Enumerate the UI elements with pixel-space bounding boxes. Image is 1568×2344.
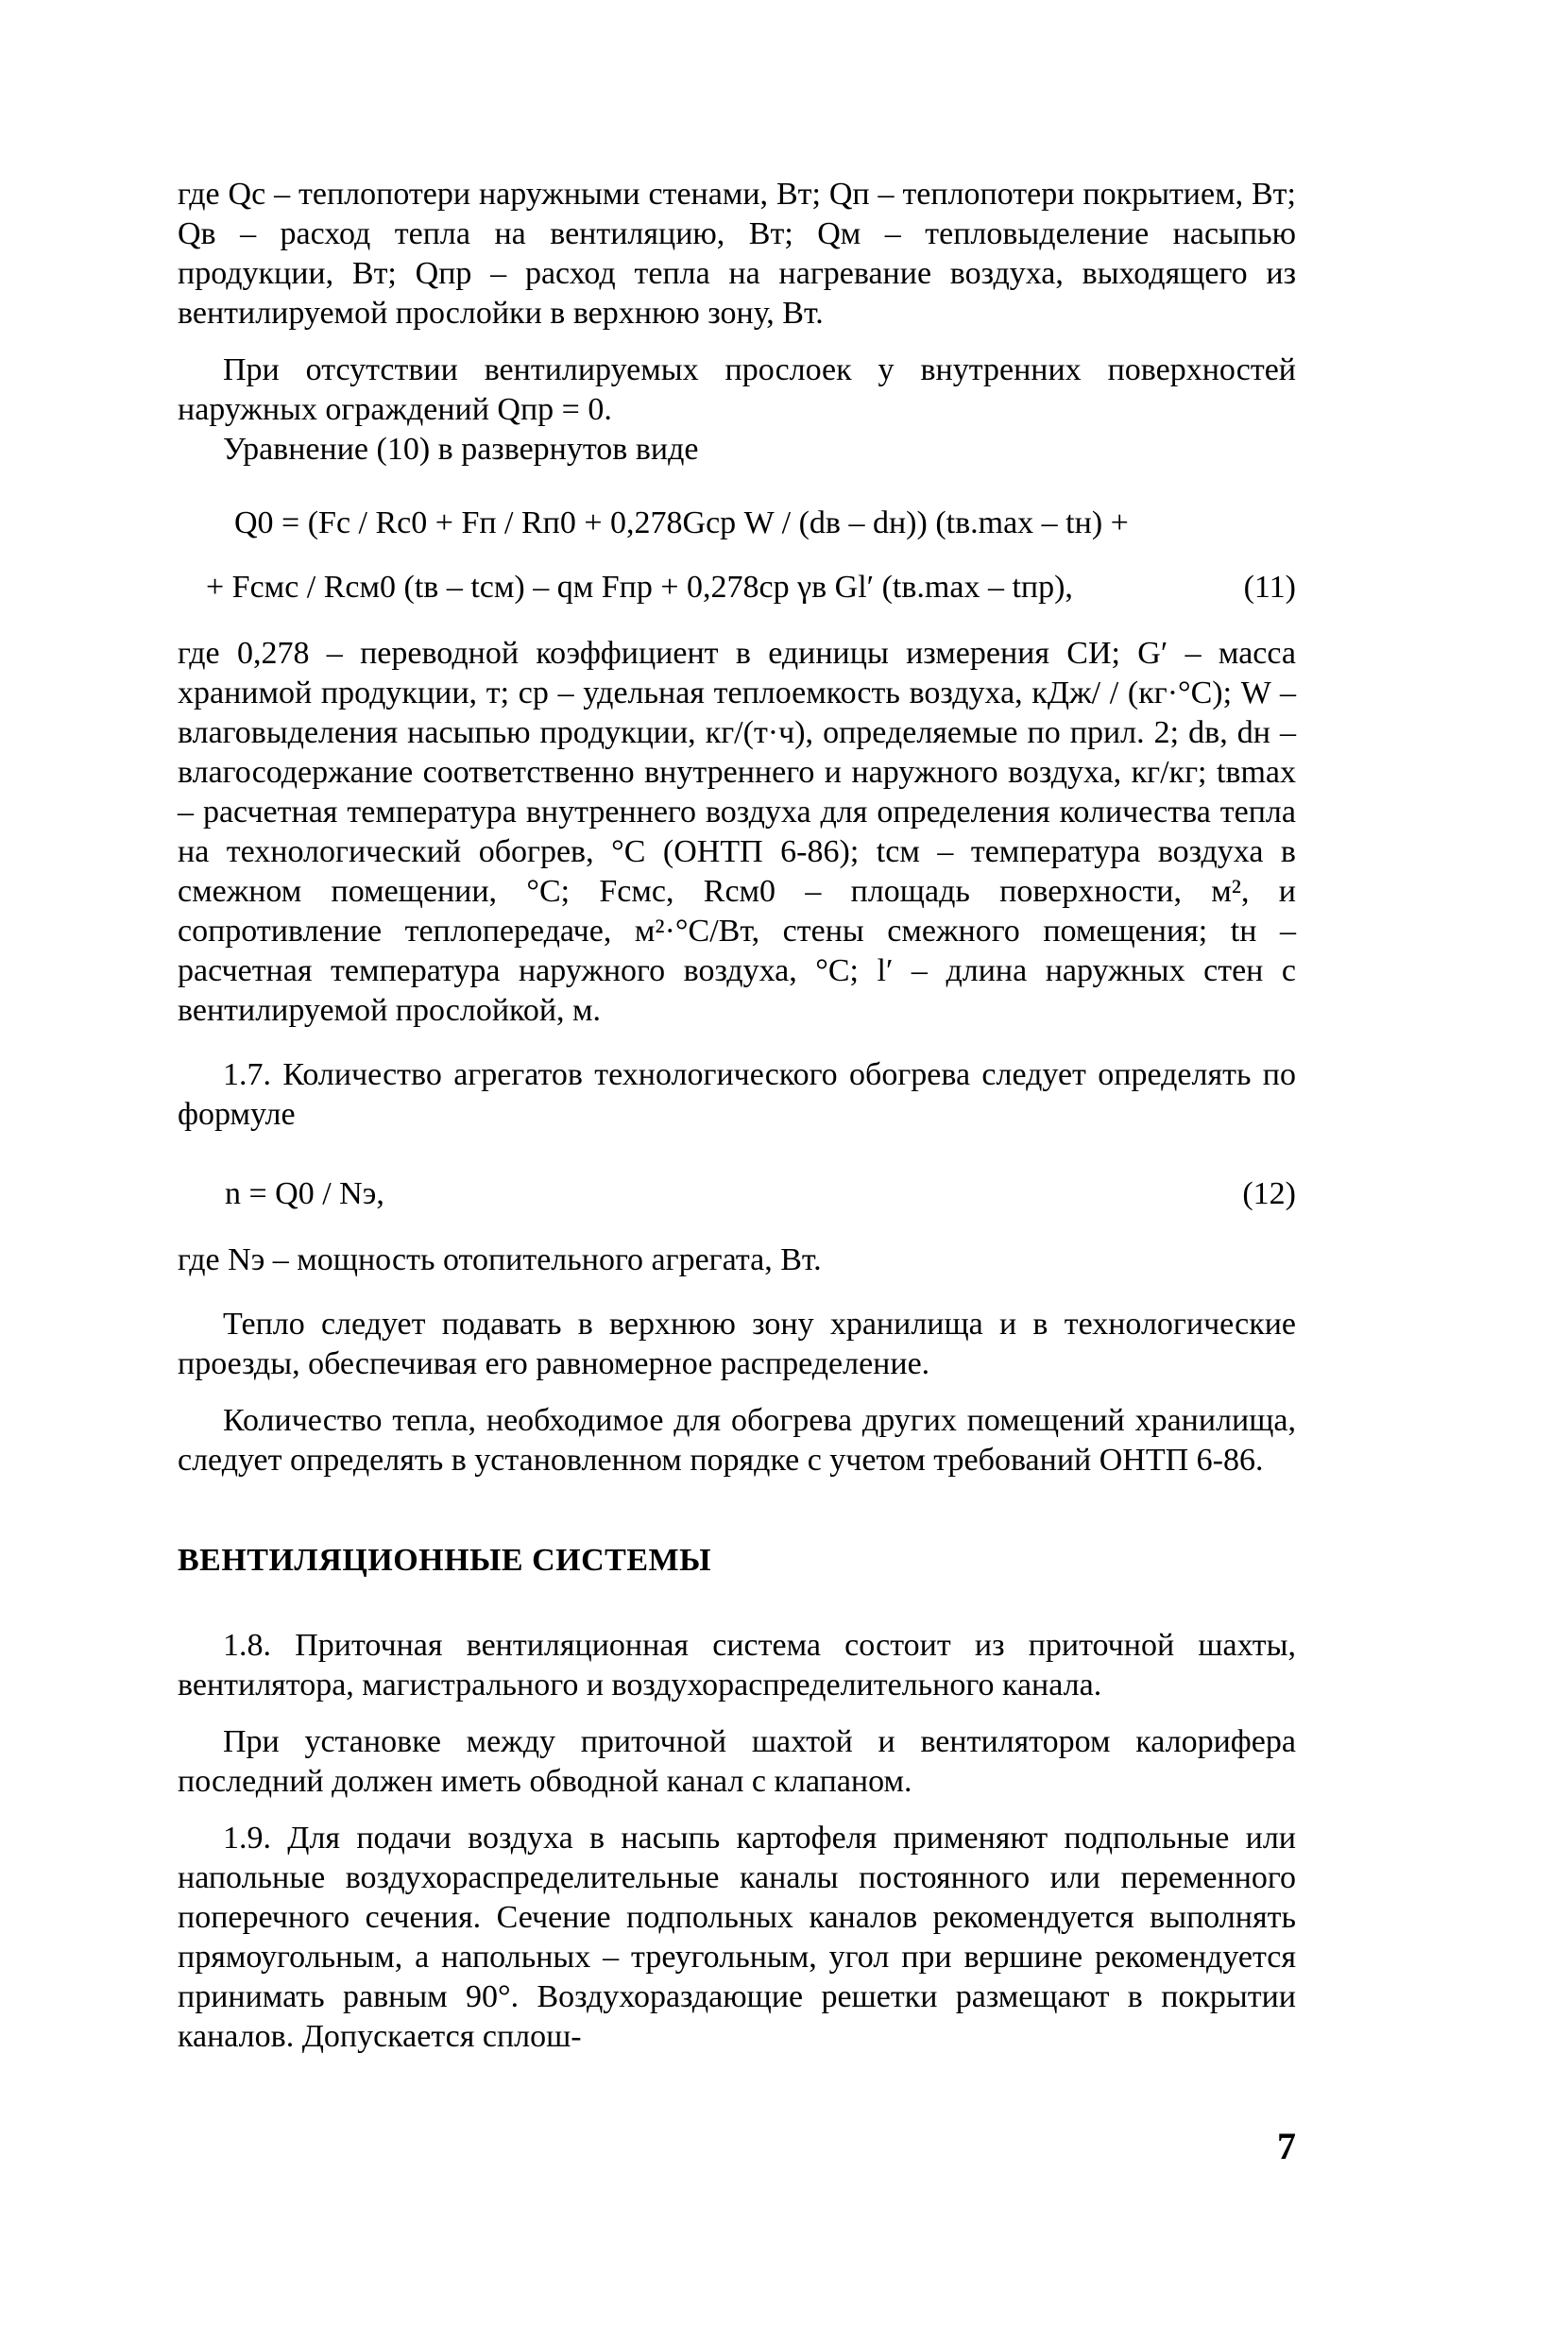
paragraph-1-7: 1.7. Количество агрегатов технологического обогрева следует определять по формуле [178, 1057, 1296, 1132]
equation-12-text: n = Q0 / Nэ, [225, 1176, 384, 1211]
equation-12-number: (12) [1242, 1176, 1296, 1211]
paragraph-1-8: 1.8. Приточная вентиляционная система состоит из приточной шахты, вентилятора, магистрального и воздухораспределительного канала. [178, 1628, 1296, 1702]
equation-11-line-2-text: + Fсмс / Rсм0 (tв – tсм) – qм Fпр + 0,278cр γв Gl′ (tв.max – tпр), [206, 570, 1073, 605]
page-number: 7 [1277, 2125, 1296, 2167]
paragraph-1-9: 1.9. Для подачи воздуха в насыпь картофеля применяют подпольные или напольные воздухораспределительные каналы постоянного или переменного поперечного сечения. Сечение подпольных каналов рекомендуется выполнять прямоугольным, а напольных – треугольным, угол при вершине рекомендуется принимать равным 90°. Воздухораздающие решетки размещают в покрытии каналов. Допускается сплош- [178, 1821, 1296, 2054]
equation-11-line-1 [234, 502, 1296, 545]
paragraph-bypass-channel: При установке между приточной шахтой и вентилятором калорифера последний должен иметь обводной канал с клапаном. [178, 1724, 1296, 1799]
equation-11-line-2 [206, 566, 1296, 609]
equation-11-line-1-text: Q0 = (Fс / Rс0 + Fп / Rп0 + 0,278Gcр W / (dв – dн)) (tв.max – tн) + [234, 505, 1129, 540]
paragraph-equation-intro: Уравнение (10) в развернутов виде [223, 432, 699, 467]
paragraph-no-ventilated-layers: При отсутствии вентилируемых прослоек у внутренних поверхностей наружных ограждений Qпр = 0. [178, 352, 1296, 427]
equation-12 [225, 1172, 1296, 1216]
paragraph-variable-definitions: где 0,278 – переводной коэффициент в единицы измерения СИ; G′ – масса хранимой продукции, т; cр – удельная теплоемкость воздуха, кДж/ / (кг·°С); W – влаговыделения насыпью продукции, кг/(т·ч), определяемые по прил. 2; dв, dн – влагосодержание соответственно внутреннего и наружного воздуха, кг/кг; tвmax – расчетная температура внутреннего воздуха для определения количества тепла на технологический обогрев, °С (ОНТП 6-86); tсм – температура воздуха в смежном помещении, °С; Fсмс, Rсм0 – площадь поверхности, м², и сопротивление теплопередаче, м²·°С/Вт, стены смежного помещения; tн – расчетная температура наружного воздуха, °С; l′ – длина наружных стен с вентилируемой прослойкой, м. [178, 636, 1296, 1028]
section-heading-ventilation: ВЕНТИЛЯЦИОННЫЕ СИСТЕМЫ [178, 1543, 711, 1578]
paragraph-heat-loss-definitions: где Qс – теплопотери наружными стенами, Вт; Qп – теплопотери покрытием, Вт; Qв – расход тепла на вентиляцию, Вт; Qм – тепловыделение насыпью продукции, Вт; Qпр – расход тепла на нагревание воздуха, выходящего из вентилируемой прослойки в верхнюю зону, Вт. [178, 177, 1296, 331]
equation-11-number: (11) [1243, 570, 1296, 605]
paragraph-heat-supply: Тепло следует подавать в верхнюю зону хранилища и в технологические проезды, обеспечивая его равномерное распределение. [178, 1307, 1296, 1381]
paragraph-power-definition: где Nэ – мощность отопительного агрегата, Вт. [178, 1242, 822, 1277]
paragraph-other-rooms: Количество тепла, необходимое для обогрева других помещений хранилища, следует определять в установленном порядке с учетом требований ОНТП 6-86. [178, 1403, 1296, 1478]
document-page [178, 175, 1296, 2057]
